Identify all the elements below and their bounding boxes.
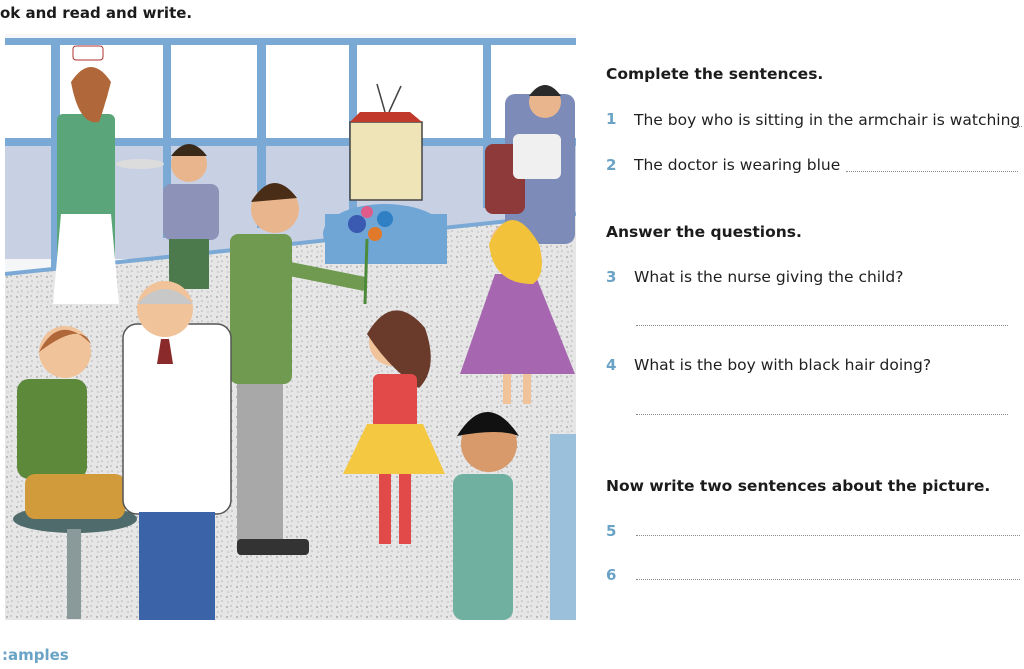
complete-sentences-heading: Complete the sentences. [606, 65, 824, 83]
ward-scene [5, 34, 576, 620]
doctor-trousers [139, 512, 215, 620]
patient-shirt [17, 379, 87, 479]
page-heading: ok and read and write. [0, 4, 193, 22]
answer-line[interactable] [636, 579, 1020, 580]
question-number: 1 [606, 110, 617, 128]
question-text: What is the nurse giving the child? [634, 268, 904, 286]
answer-line[interactable] [636, 325, 1008, 326]
water-fountain [550, 434, 576, 620]
answer-line[interactable] [1010, 126, 1022, 127]
question-text: What is the boy with black hair doing? [634, 356, 932, 374]
question-number: 4 [606, 356, 617, 374]
nurse-tray [116, 159, 164, 169]
answer-questions-heading: Answer the questions. [606, 223, 802, 241]
small-boy [163, 184, 219, 240]
answer-line[interactable] [636, 414, 1008, 415]
doctor-coat [123, 324, 231, 514]
question-text: The boy who is sitting in the armchair is watching [634, 111, 1021, 129]
man-shirt [230, 234, 292, 384]
question-number: 5 [606, 522, 617, 540]
question-text: The doctor is wearing blue [634, 156, 841, 174]
television [350, 122, 422, 200]
question-number: 3 [606, 268, 617, 286]
question-number: 2 [606, 156, 617, 174]
black-hair-boy [453, 474, 513, 620]
question-number: 6 [606, 566, 617, 584]
answer-line[interactable] [846, 171, 1018, 172]
answer-line[interactable] [636, 535, 1020, 536]
hospital-ward-illustration [5, 34, 576, 620]
write-sentences-heading: Now write two sentences about the picture. [606, 477, 991, 495]
examples-label: :amples [2, 646, 69, 664]
